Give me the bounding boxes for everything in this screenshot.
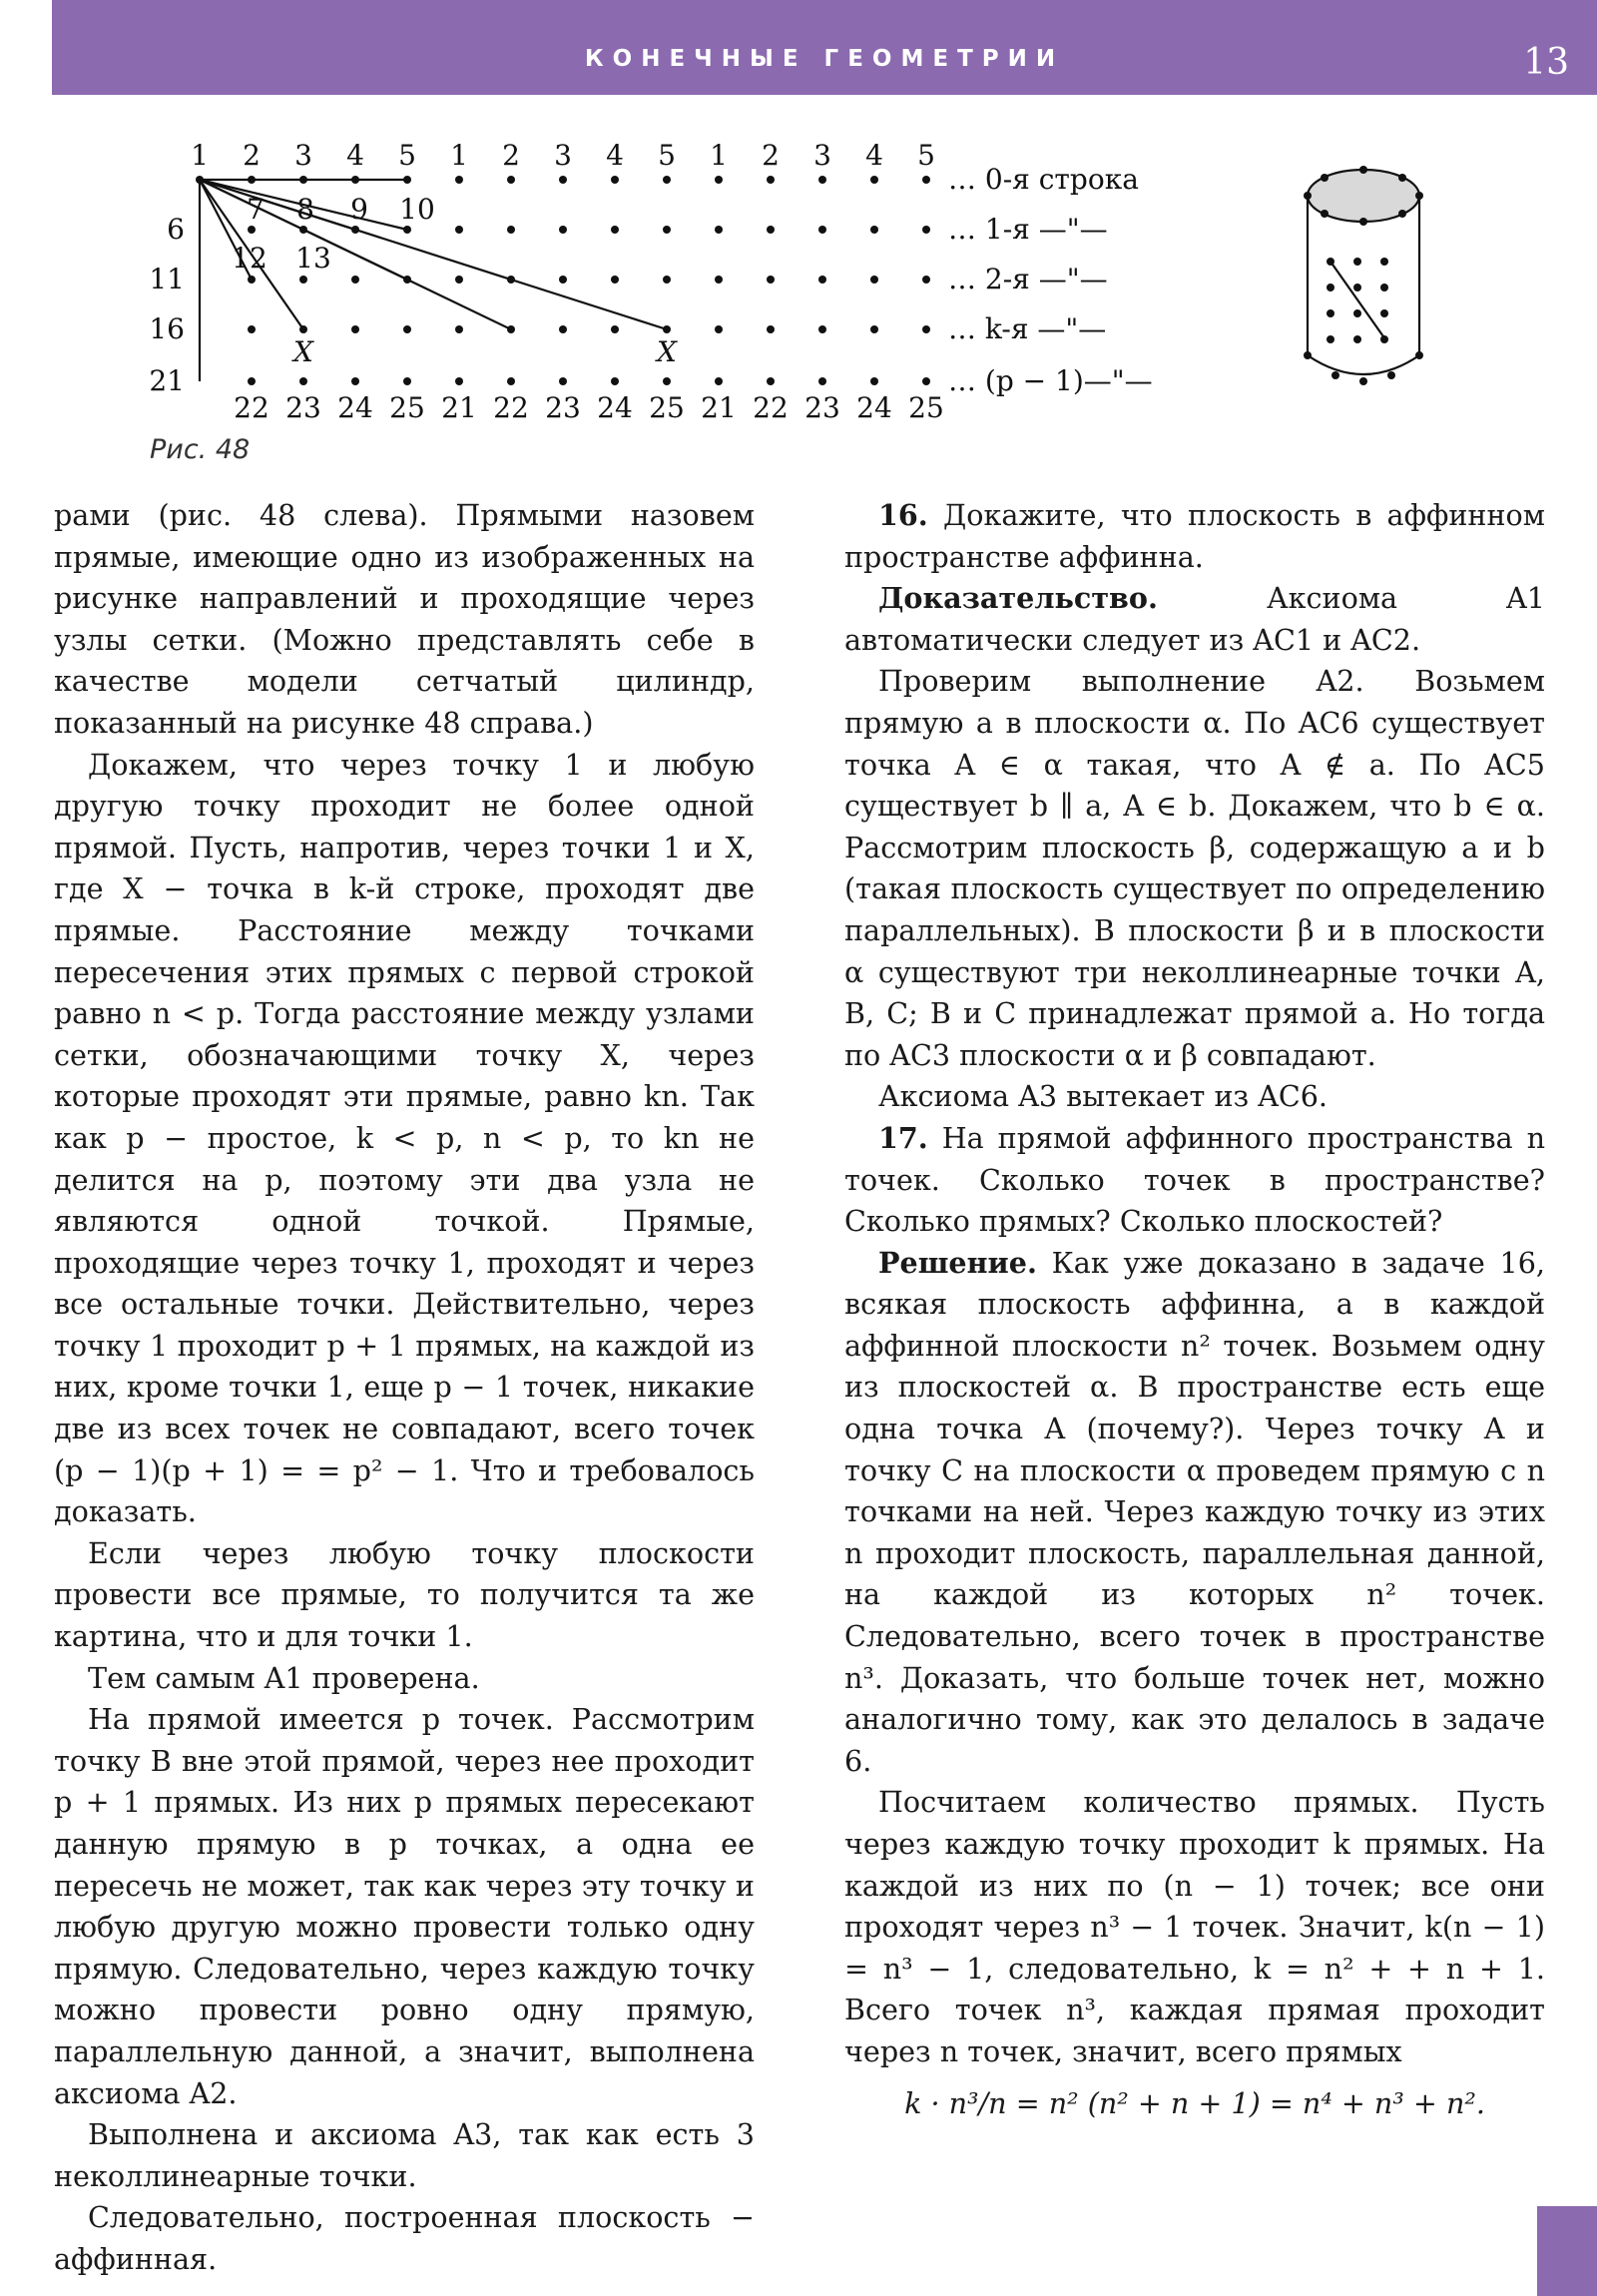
top-number: 4 [606, 139, 624, 172]
cylinder-dot [1359, 377, 1367, 385]
grid-dot [351, 377, 359, 385]
grid-dot [870, 276, 878, 284]
grid-dot [196, 176, 204, 184]
paragraph: рами (рис. 48 слева). Прямыми назовем прямые, имеющие одно из изображенных на рисунке направлений и проходящие через узлы сетки. (Можно представлять себе в качестве модели сетчатый цилиндр, показанный на рисунке 48 справа.) [54, 498, 755, 740]
top-number: 1 [191, 139, 209, 172]
grid-dot [403, 377, 411, 385]
grid-dot [818, 276, 826, 284]
top-number: 3 [294, 139, 312, 172]
grid-dot [922, 226, 930, 234]
grid-dot [611, 325, 619, 333]
grid-dot [403, 276, 411, 284]
grid-dot [767, 325, 775, 333]
grid-dot [299, 176, 307, 184]
figure-bottom-numbers [234, 391, 944, 424]
grid-dot [767, 226, 775, 234]
grid-dot [559, 226, 567, 234]
grid-dot [818, 325, 826, 333]
bottom-number: 25 [389, 391, 425, 424]
solution-text: Как уже доказано в задаче 16, всякая плоскость аффинна, а в каждой аффинной плоскости n² точек. Возьмем одну из плоскостей α. В пространстве есть еще одна точка A (почему?). Через точку A и точку C на плоскости α проведем прямую с n точками на ней. Через каждую точку из этих n проходит плоскость, параллельная данной, на каждой из которых n² точек. Следовательно, всего точек в пространстве n³. Доказать, что больше точек нет, можно аналогично тому, как это делалось в задаче 6. [844, 1245, 1545, 1778]
figure-caption: Рис. 48 [150, 434, 251, 465]
figure-left-numbers [149, 213, 185, 397]
bottom-number: 23 [285, 391, 321, 424]
problem-text: На прямой аффинного пространства n точек. Сколько точек в пространстве? Сколько прямых? Сколько плоскостей? [844, 1120, 1545, 1239]
paragraph: Если через любую точку плоскости провести все прямые, то получится та же картина, что и для точки 1. [54, 1535, 755, 1654]
grid-dot [248, 226, 256, 234]
solution-paragraph [844, 1243, 1545, 1783]
problem-number: 16. [878, 498, 928, 532]
row-label: … k-я —"— [948, 312, 1107, 345]
cylinder-dot [1380, 309, 1388, 317]
grid-dot [663, 325, 671, 333]
cylinder-dot [1327, 284, 1334, 291]
top-number: 2 [243, 139, 261, 172]
paragraph: Посчитаем количество прямых. Пусть через каждую точку проходит k прямых. На каждой из них по (n − 1) точек; все они проходят через n³ − 1 точек. Значит, k(n − 1) = n³ − 1, следовательно, k = n² + + n + 1. Всего точек n³, каждая прямая проходит через n точек, значит, всего прямых [844, 1785, 1545, 2068]
grid-dot [351, 226, 359, 234]
cylinder-dot [1398, 174, 1406, 182]
paragraph: Докажем, что через точку 1 и любую другую точку проходит не более одной прямой. Пусть, напротив, через точки 1 и X, где X − точка в k-й строке, проходят две прямые. Расстояние между точками пересечения этих прямых с первой строкой равно n < p. Тогда расстояние между узлами сетки, обозначающими точку X, через которые проходят эти прямые, равно kn. Так как p − простое, k < p, n < p, то kn не делится на p, поэтому эти два узла не являются одной точкой. Прямые, проходящие через точку 1, проходят и через все остальные точки. Действительно, через точку 1 проходит p + 1 прямых, на каждой из них, кроме точки 1, еще p − 1 точек, никакие две из всех точек не совпадают, всего точек (p − 1)(p + 1) = = p² − 1. Что и требовалось доказать. [54, 747, 755, 1529]
grid-dot [922, 276, 930, 284]
grid-dot [299, 377, 307, 385]
grid-dot [351, 325, 359, 333]
grid-dot [870, 226, 878, 234]
grid-dot [299, 226, 307, 234]
grid-dot [818, 226, 826, 234]
grid-dot [248, 325, 256, 333]
paragraph: Выполнена и аксиома A3, так как есть 3 неколлинеарные точки. [54, 2117, 755, 2193]
proof-text: Аксиома A1 автоматически следует из AC1 и AC2. [844, 581, 1545, 657]
top-number: 4 [346, 139, 364, 172]
grid-dot [767, 176, 775, 184]
cylinder-dot [1321, 174, 1329, 182]
grid-dot [767, 377, 775, 385]
grid-dot [922, 176, 930, 184]
page-number: 13 [1523, 42, 1569, 83]
paragraph: Тем самым A1 проверена. [88, 1660, 480, 1695]
top-number: 2 [502, 139, 520, 172]
solution-label: Решение. [878, 1245, 1037, 1280]
grid-dot [559, 377, 567, 385]
grid-dot [351, 176, 359, 184]
bottom-number: 25 [649, 391, 685, 424]
inner-label: 9 [350, 193, 368, 226]
grid-dot [663, 276, 671, 284]
cylinder-dot [1380, 335, 1388, 343]
grid-dot [715, 325, 723, 333]
grid-dot [559, 176, 567, 184]
cylinder-dot [1359, 166, 1367, 174]
inner-label: 8 [296, 193, 314, 226]
grid-dot [663, 226, 671, 234]
cylinder-dot [1387, 371, 1395, 379]
grid-dot [715, 176, 723, 184]
grid-dot [611, 377, 619, 385]
cylinder-dot [1321, 210, 1329, 218]
grid-dot [611, 176, 619, 184]
cylinder-dot [1398, 210, 1406, 218]
bottom-number: 24 [337, 391, 373, 424]
grid-dot [870, 377, 878, 385]
cylinder-model [1304, 166, 1423, 385]
paragraph: Аксиома A3 вытекает из AC6. [878, 1079, 1329, 1114]
cylinder-dot [1331, 371, 1339, 379]
grid-dot [715, 377, 723, 385]
top-number: 2 [762, 139, 780, 172]
bottom-number: 21 [701, 391, 737, 424]
top-number: 1 [450, 139, 468, 172]
x-label: X [657, 335, 677, 368]
top-number: 4 [865, 139, 883, 172]
cylinder-dot [1380, 284, 1388, 291]
grid-dot [715, 226, 723, 234]
cylinder-dot [1415, 351, 1423, 359]
bottom-number: 24 [597, 391, 633, 424]
top-number: 3 [813, 139, 831, 172]
bottom-number: 22 [493, 391, 529, 424]
grid-dot [455, 276, 463, 284]
grid-dot [299, 276, 307, 284]
figure-x-labels [291, 335, 678, 368]
grid-dot [559, 325, 567, 333]
grid-dot [455, 226, 463, 234]
grid-dot [248, 377, 256, 385]
grid-dot [455, 176, 463, 184]
bottom-number: 23 [545, 391, 581, 424]
row-label: … 2-я —"— [948, 263, 1108, 295]
grid-dot [870, 176, 878, 184]
figure-top-numbers [191, 139, 935, 172]
figure-48 [0, 120, 1597, 429]
grid-dot [507, 377, 515, 385]
cylinder-dot [1415, 192, 1423, 200]
bottom-number: 24 [856, 391, 892, 424]
left-number: 6 [167, 213, 185, 246]
grid-dot [403, 226, 411, 234]
grid-dot [922, 377, 930, 385]
grid-dot [507, 325, 515, 333]
top-number: 3 [554, 139, 572, 172]
grid-dot [455, 377, 463, 385]
grid-dot [715, 276, 723, 284]
grid-dot [507, 226, 515, 234]
inner-label: 13 [295, 242, 331, 275]
bottom-number: 23 [804, 391, 840, 424]
top-number: 5 [917, 139, 935, 172]
grid-dot [767, 276, 775, 284]
bottom-number: 25 [908, 391, 944, 424]
running-header-title: КОНЕЧНЫЕ ГЕОМЕТРИИ [584, 46, 1065, 72]
grid-dot [922, 325, 930, 333]
proof-label: Доказательство. [878, 581, 1158, 616]
cylinder-dot [1327, 309, 1334, 317]
cylinder-dot [1304, 351, 1312, 359]
figure-row-labels [948, 163, 1153, 397]
cylinder-dot [1353, 309, 1361, 317]
x-label: X [293, 335, 313, 368]
row-label: … 1-я —"— [948, 213, 1108, 246]
top-number: 5 [398, 139, 416, 172]
grid-dot [248, 176, 256, 184]
grid-dot [663, 377, 671, 385]
grid-dot [403, 176, 411, 184]
problem-text: Докажите, что плоскость в аффинном пространстве аффинна. [844, 498, 1545, 574]
left-number: 11 [149, 263, 185, 295]
row-label: … (p − 1)—"— [948, 364, 1153, 397]
grid-dot [663, 176, 671, 184]
header-band [52, 0, 1597, 95]
proof-paragraph [844, 578, 1545, 661]
cylinder-dot [1327, 335, 1334, 343]
left-number: 21 [149, 364, 185, 397]
figure-inner-labels [232, 193, 435, 275]
grid-dot [248, 276, 256, 284]
paragraph: Проверим выполнение A2. Возьмем прямую a в плоскости α. По AC6 существует точка A ∈ α такая, что A ∉ a. По AC5 существует b ∥ a, A ∈ b. Докажем, что b ∈ α. Рассмотрим плоскость β, содержащую a и b (такая плоскость существует по определению параллельных). В плоскости β и в плоскости α существуют три неколлинеарные точки A, B, C; B и C принадлежат прямой a. Но тогда по AC3 плоскости α и β совпадают. [844, 664, 1545, 1072]
page-corner-tab [1537, 2206, 1597, 2296]
cylinder-dot [1353, 335, 1361, 343]
problem-17 [844, 1118, 1545, 1243]
bottom-number: 22 [234, 391, 269, 424]
problem-16 [844, 495, 1545, 578]
grid-dot [507, 276, 515, 284]
grid-dot [455, 325, 463, 333]
grid-dot [299, 325, 307, 333]
grid-dot [818, 176, 826, 184]
grid-dot [507, 176, 515, 184]
top-number: 1 [710, 139, 728, 172]
right-column [844, 495, 1545, 2124]
cylinder-dot [1353, 284, 1361, 291]
inner-label: 12 [232, 242, 267, 275]
cylinder-dot [1304, 192, 1312, 200]
left-column [54, 495, 755, 2281]
bottom-number: 21 [441, 391, 477, 424]
left-number: 16 [149, 312, 185, 345]
grid-dot [818, 377, 826, 385]
cylinder-dot [1359, 218, 1367, 226]
grid-dot [611, 276, 619, 284]
cylinder-dot [1327, 258, 1334, 266]
grid-dot [403, 325, 411, 333]
bottom-number: 22 [753, 391, 789, 424]
cylinder-dot [1353, 258, 1361, 266]
problem-number: 17. [878, 1120, 928, 1155]
inner-label: 10 [399, 193, 435, 226]
paragraph: Следовательно, построенная плоскость − аффинная. [54, 2200, 755, 2276]
top-number: 5 [658, 139, 676, 172]
grid-dot [611, 226, 619, 234]
cylinder-dot [1380, 258, 1388, 266]
paragraph: На прямой имеется p точек. Рассмотрим точку B вне этой прямой, через нее проходит p + 1 прямых. Из них p прямых пересекают данную прямую в p точках, а одна ее пересечь не может, так как через эту точку и любую другую можно провести только одну прямую. Следовательно, через каждую точку можно провести ровно одну прямую, параллельную данной, а значит, выполнена аксиома A2. [54, 1702, 755, 2110]
grid-dot [351, 276, 359, 284]
grid-dot [559, 276, 567, 284]
grid-dot [870, 325, 878, 333]
row-label: … 0-я строка [948, 163, 1139, 196]
inner-label: 7 [247, 193, 265, 226]
formula: k · n³/n = n² (n² + n + 1) = n⁴ + n³ + n². [904, 2085, 1485, 2120]
